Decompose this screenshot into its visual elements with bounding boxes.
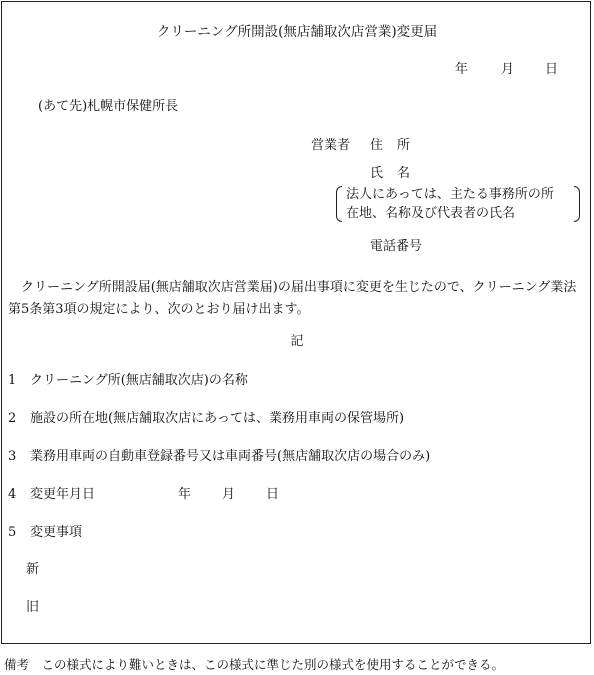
- old-label: 旧: [26, 600, 40, 615]
- address-label: 住所: [370, 138, 425, 153]
- item-change-details: [8, 526, 82, 539]
- name-label: 氏名: [370, 166, 425, 181]
- item-label: 変更年月日: [30, 487, 96, 502]
- right-bracket: [574, 186, 580, 222]
- item-vehicle-number: [8, 450, 430, 463]
- item-label: 業務用車両の自動車登録番号又は車両番号(無店舗取次店の場合のみ): [30, 449, 431, 464]
- item-number: 4: [8, 487, 17, 502]
- form-title: クリーニング所開設(無店舗取次店営業)変更届: [156, 24, 438, 40]
- item-number: 3: [8, 449, 17, 464]
- change-date-year-label: 年: [178, 487, 192, 502]
- form-frame: [1, 1, 591, 644]
- addressee: (あて先)札幌市保健所長: [38, 99, 179, 114]
- new-label: 新: [26, 562, 40, 577]
- item-facility-location: [8, 412, 404, 425]
- left-bracket: [336, 186, 342, 222]
- business-operator-label: 営業者: [311, 138, 351, 153]
- date-month-label: 月: [501, 62, 515, 77]
- item-number: 1: [8, 373, 17, 388]
- item-change-date: [8, 488, 95, 501]
- corporation-note-line1: 法人にあっては、主たる事務所の所: [346, 187, 554, 202]
- ki-heading: 記: [290, 334, 304, 349]
- item-number: 2: [8, 411, 17, 426]
- corporation-note-line2: 在地、名称及び代表者の氏名: [346, 206, 516, 221]
- change-date-month-label: 月: [222, 487, 236, 502]
- item-label: 変更事項: [30, 525, 83, 540]
- change-date-day-label: 日: [266, 487, 280, 502]
- item-number: 5: [8, 525, 17, 540]
- date-year-label: 年: [455, 62, 469, 77]
- item-label: 施設の所在地(無店舗取次店にあっては、業務用車両の保管場所): [30, 411, 405, 426]
- phone-label: 電話番号: [370, 239, 423, 254]
- item-facility-name: [8, 374, 248, 387]
- date-day-label: 日: [545, 62, 559, 77]
- body-paragraph: クリーニング所開設届(無店舗取次店営業届)の届出事項に変更を生じたので、クリーニング業法第5条第3項の規定により、次のとおり届け出ます。: [8, 280, 577, 317]
- footnote: 備考 この様式により難いときは、この様式に準じた別の様式を使用することができる。: [4, 657, 505, 672]
- corporation-note: [335, 186, 580, 224]
- item-label: クリーニング所(無店舗取次店)の名称: [30, 373, 248, 388]
